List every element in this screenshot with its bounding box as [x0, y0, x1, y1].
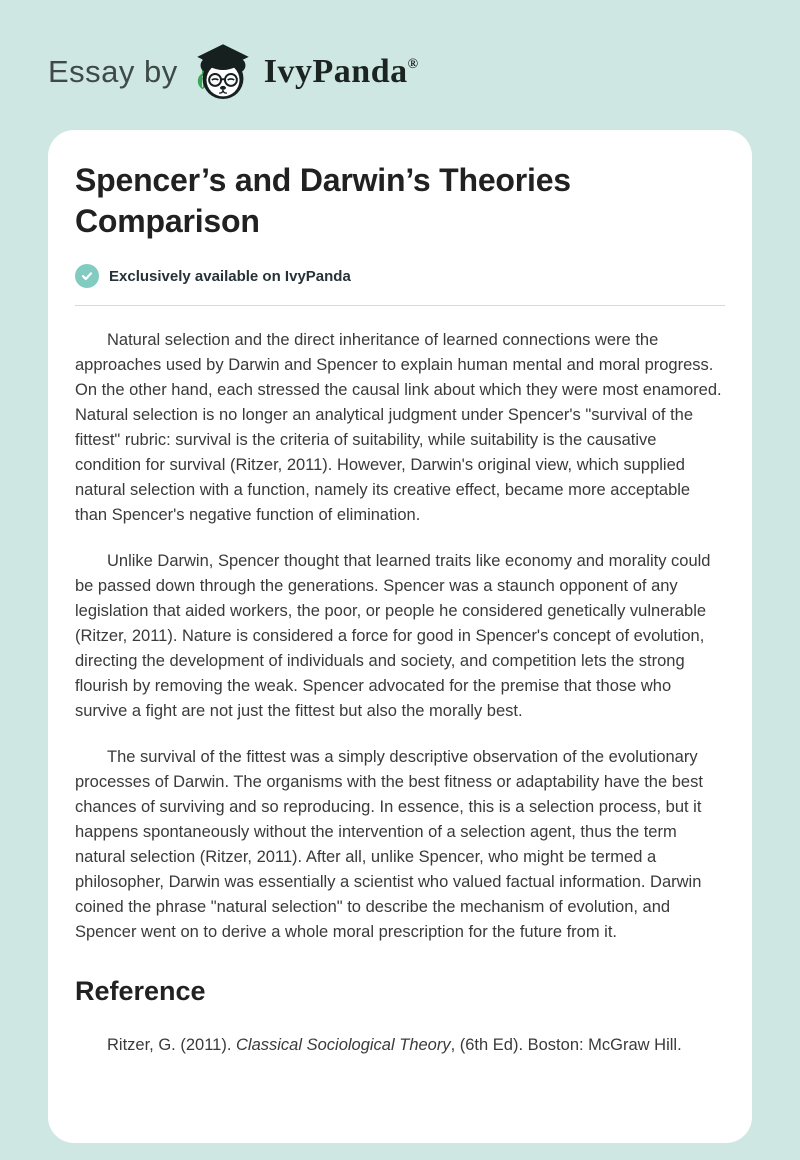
essay-paragraph: Natural selection and the direct inheritance of learned connections were the approaches used by Darwin and Spencer to explain human mental and moral progress. On the other hand, each stressed the causal link about which they were most enamored. Natural selection is no longer an analytical judgment under Spencer's "survival of the fittest" rubric: survival is the criteria of suitability, while suitability is the causative condition for survival (Ritzer, 2011). However, Darwin's original view, which supplied natural selection with a function, namely its creative effect, became more acceptable than Spencer's negative function of elimination. — [75, 331, 722, 524]
reference-heading: Reference — [75, 976, 206, 1006]
citation-title: Classical Sociological Theory — [236, 1036, 451, 1054]
citation-post: , (6th Ed). Boston: McGraw Hill. — [450, 1036, 682, 1054]
essay-paragraph: The survival of the fittest was a simply descriptive observation of the evolutionary processes of Darwin. The organisms with the best fitness or adaptability have the best chances of surviving and so reproducing. In essence, this is a selection process, but it happens spontaneously without the intervention of a selection agent, thus the term natural selection (Ritzer, 2011). After all, unlike Spencer, who might be termed a philosopher, Darwin was essentially a scientist who valued factual information. Darwin coined the phrase "natural selection" to describe the mechanism of evolution, and Spencer went on to derive a whole moral prescription for the future from it. — [75, 748, 703, 941]
reference-citation — [75, 1033, 725, 1058]
page-header — [0, 0, 800, 130]
brand-name: IvyPanda® — [263, 53, 419, 90]
essay-body — [75, 328, 725, 945]
citation-pre: Ritzer, G. (2011). — [107, 1036, 236, 1054]
exclusive-badge-label: Exclusively available on IvyPanda — [109, 267, 351, 285]
essay-card — [48, 130, 752, 1143]
page-title: Spencer’s and Darwin’s Theories Comparison — [75, 162, 571, 239]
registered-mark: ® — [407, 57, 419, 72]
essay-paragraph: Unlike Darwin, Spencer thought that learned traits like economy and morality could be passed down through the generations. Spencer was a staunch opponent of any legislation that aided workers, the poor, or people he considered genetically vulnerable (Ritzer, 2011). Nature is considered a force for good in Spencer's concept of evolution, directing the development of individuals and society, and competition lets the strong flourish by removing the weak. Spencer advocated for the premise that those who survive a fight are not just the fittest but also the morally best. — [75, 552, 711, 720]
essay-by-label: Essay by — [48, 54, 178, 89]
panda-graduate-icon — [190, 39, 256, 105]
exclusive-badge — [75, 264, 725, 288]
divider — [75, 305, 725, 306]
check-icon — [75, 264, 99, 288]
ivypanda-logo[interactable] — [190, 39, 419, 105]
